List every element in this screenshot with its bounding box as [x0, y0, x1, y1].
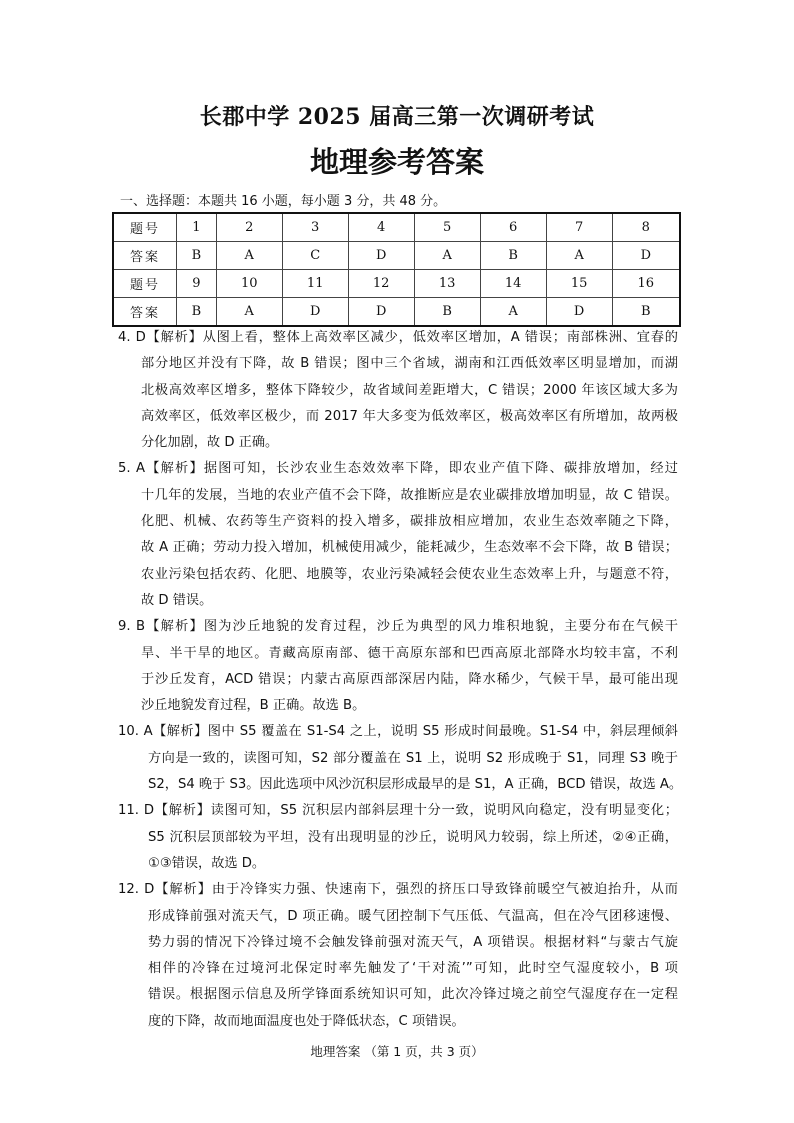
answer-table — [112, 212, 681, 327]
table-cell: 6 — [480, 213, 546, 242]
explanation-line: 5. A【解析】据图可知，长沙农业生态效效率下降，即农业产值下降、碳排放增加，经过 — [118, 461, 678, 477]
table-cell: B — [480, 242, 546, 270]
explanations — [118, 325, 683, 1035]
table-row — [113, 213, 680, 242]
explanation-line: 度的下降，故而地面温度也处于降低状态，C 项错误。 — [148, 1013, 465, 1029]
explanation-paragraph — [118, 325, 678, 456]
exam-title: 长郡中学 2025 届高三第一次调研考试 — [199, 104, 595, 130]
row-label: 答案 — [113, 242, 177, 270]
explanation-line: S2，S4 晚于 S3。因此选项中风沙沉积层形成最早的是 S1，A 正确，BCD 错误，故选 A。 — [148, 777, 683, 793]
explanation-line: 方向是一致的，读图可知，S2 部分覆盖在 S1 上，说明 S2 形成晚于 S1，同理 S3 晚于 — [148, 750, 678, 766]
table-cell: 5 — [414, 213, 480, 242]
explanation-paragraph — [118, 877, 678, 1035]
explanation-line: 于沙丘发育，ACD 错误；内蒙古高原西部深居内陆，降水稀少，气候干旱，最可能出现 — [141, 671, 678, 687]
table-cell: 7 — [546, 213, 612, 242]
explanation-line: 9. B【解析】图为沙丘地貌的发育过程，沙丘为典型的风力堆积地貌，主要分布在气候干 — [118, 619, 678, 635]
table-cell: D — [348, 298, 414, 327]
explanation-line: 故 A 正确；劳动力投入增加，机械使用减少，能耗减少，生态效率不会下降，故 B 错误； — [141, 540, 678, 556]
explanation-line: 11. D【解析】读图可知，S5 沉积层内部斜层理十分一致，说明风向稳定，没有明显变化； — [118, 803, 678, 819]
table-cell: 4 — [348, 213, 414, 242]
table-cell: A — [216, 242, 282, 270]
explanation-line: 形成锋前强对流天气，D 项正确。暖气团控制下气压低、气温高，但在冷气团移速慢、 — [148, 908, 678, 924]
table-cell: 11 — [282, 270, 348, 298]
explanation-line: 北极高效率区增多，整体下降较少，故省域间差距增大，C 错误；2000 年该区域大多为 — [141, 382, 678, 398]
section-heading: 一、选择题：本题共 16 小题，每小题 3 分，共 48 分。 — [120, 194, 447, 209]
row-label: 答案 — [113, 298, 177, 327]
explanation-paragraph — [118, 798, 678, 877]
table-cell: 16 — [612, 270, 680, 298]
table-cell: 1 — [177, 213, 217, 242]
table-cell: D — [546, 298, 612, 327]
explanation-line: 分化加剧，故 D 正确。 — [141, 435, 279, 451]
explanation-line: 故 D 错误。 — [141, 592, 213, 608]
table-cell: 12 — [348, 270, 414, 298]
table-row — [113, 242, 680, 270]
table-cell: 9 — [177, 270, 217, 298]
table-cell: 3 — [282, 213, 348, 242]
explanation-paragraph — [118, 719, 683, 798]
table-cell: B — [612, 298, 680, 327]
explanation-paragraph — [118, 614, 678, 719]
explanation-line: 高效率区，低效率区极少，而 2017 年大多变为低效率区，极高效率区有所增加，故两极 — [141, 408, 678, 424]
explanation-line: 沙丘地貌发育过程，B 正确。故选 B。 — [141, 698, 366, 714]
table-cell: D — [282, 298, 348, 327]
table-cell: A — [216, 298, 282, 327]
explanation-line: 相伴的冷锋在过境河北保定时率先触发了‘干对流’”可知，此时空气湿度较小，B 项 — [148, 961, 678, 977]
table-cell: 8 — [612, 213, 680, 242]
explanation-line: 势力弱的情况下冷锋过境不会触发锋前强对流天气，A 项错误。根据材料“与蒙古气旋 — [148, 934, 678, 950]
table-cell: D — [348, 242, 414, 270]
table-cell: B — [177, 298, 217, 327]
row-label: 题号 — [113, 270, 177, 298]
table-row — [113, 270, 680, 298]
explanation-line: 部分地区并没有下降，故 B 错误；图中三个省域，湖南和江西低效率区明显增加，而湖 — [141, 356, 678, 372]
table-cell: 14 — [480, 270, 546, 298]
table-cell: A — [480, 298, 546, 327]
table-cell: 10 — [216, 270, 282, 298]
table-cell: B — [177, 242, 217, 270]
table-cell: B — [414, 298, 480, 327]
explanation-line: 旱、半干旱的地区。青藏高原南部、德干高原东部和巴西高原北部降水均较丰富，不利 — [141, 645, 678, 661]
table-cell: A — [414, 242, 480, 270]
explanation-line: ①③错误，故选 D。 — [148, 855, 266, 871]
table-cell: 2 — [216, 213, 282, 242]
explanation-line: 农业污染包括农药、化肥、地膜等，农业污染减轻会使农业生态效率上升，与题意不符， — [141, 566, 678, 582]
row-label: 题号 — [113, 213, 177, 242]
explanation-line: 10. A【解析】图中 S5 覆盖在 S1-S4 之上，说明 S5 形成时间最晚。S1-S4 中，斜层理倾斜 — [118, 724, 678, 740]
explanation-line: 4. D【解析】从图上看，整体上高效率区减少，低效率区增加，A 错误；南部株洲、宜春的 — [118, 330, 678, 345]
table-cell: C — [282, 242, 348, 270]
explanation-line: 错误。根据图示信息及所学锋面系统知识可知，此次冷锋过境之前空气湿度存在一定程 — [148, 987, 678, 1003]
explanation-line: 十几年的发展，当地的农业产值不会下降，故推断应是农业碳排放增加明显，故 C 错误。 — [141, 487, 678, 503]
table-cell: 15 — [546, 270, 612, 298]
document-subtitle: 地理参考答案 — [309, 145, 484, 179]
table-cell: D — [612, 242, 680, 270]
table-row — [113, 298, 680, 327]
explanation-line: S5 沉积层顶部较为平坦，没有出现明显的沙丘，说明风力较弱，综上所述，②④正确， — [148, 829, 678, 845]
page-footer: 地理答案 （第 1 页，共 3 页） — [310, 1044, 484, 1059]
explanation-line: 12. D【解析】由于冷锋实力强、快速南下，强烈的挤压口导致锋前暖空气被迫抬升，从而 — [118, 882, 678, 898]
table-cell: 13 — [414, 270, 480, 298]
explanation-paragraph — [118, 456, 678, 614]
table-cell: A — [546, 242, 612, 270]
explanation-line: 化肥、机械、农药等生产资料的投入增多，碳排放相应增加，农业生态效率随之下降， — [141, 514, 678, 530]
